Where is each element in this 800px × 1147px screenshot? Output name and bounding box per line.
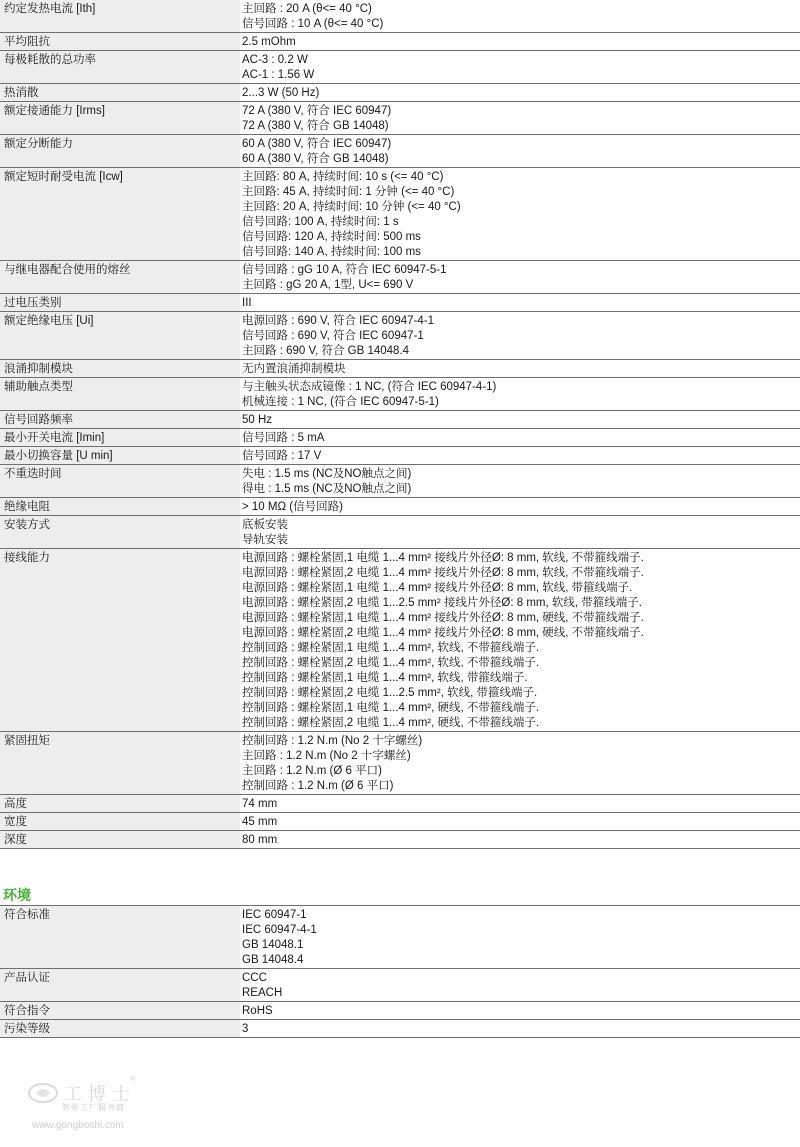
value-line: 45 mm bbox=[242, 816, 278, 828]
value-line: 控制回路 : 螺栓紧固,2 电缆 1...4 mm², 软线, 不带箍线端子. bbox=[242, 657, 540, 669]
table-row bbox=[0, 312, 800, 360]
value-line: IEC 60947-4-1 bbox=[242, 924, 317, 936]
watermark-tagline: 智能工厂服务商 bbox=[62, 1103, 125, 1112]
row-label: 安装方式 bbox=[0, 516, 240, 548]
row-value bbox=[240, 795, 800, 812]
value-line: 失电 : 1.5 ms (NC及NO触点之间) bbox=[242, 468, 412, 480]
row-label: 额定短时耐受电流 [Icw] bbox=[0, 168, 240, 260]
value-line: GB 14048.1 bbox=[242, 939, 304, 951]
value-line: 底板安装 bbox=[242, 519, 288, 531]
row-value bbox=[240, 51, 800, 83]
row-label: 辅助触点类型 bbox=[0, 378, 240, 410]
row-value bbox=[240, 294, 800, 311]
table-row bbox=[0, 429, 800, 447]
value-line: RoHS bbox=[242, 1005, 273, 1017]
row-label: 符合标准 bbox=[0, 906, 240, 968]
value-line: 主回路 : 1.2 N.m (Ø 6 平口) bbox=[242, 765, 382, 777]
row-label: 热消散 bbox=[0, 84, 240, 101]
row-label: 最小切换容量 [U min] bbox=[0, 447, 240, 464]
row-label: 产品认证 bbox=[0, 969, 240, 1001]
value-line: 主回路 : gG 20 A, 1型, U<= 690 V bbox=[242, 279, 414, 291]
table-row bbox=[0, 51, 800, 84]
value-line: 控制回路 : 螺栓紧固,2 电缆 1...4 mm², 硬线, 不带箍线端子. bbox=[242, 717, 540, 729]
row-label: 最小开关电流 [Imin] bbox=[0, 429, 240, 446]
table-row bbox=[0, 1002, 800, 1020]
table-row bbox=[0, 168, 800, 261]
value-line: GB 14048.4 bbox=[242, 954, 304, 966]
row-label: 紧固扭矩 bbox=[0, 732, 240, 794]
value-line: 导轨安装 bbox=[242, 534, 288, 546]
table-row bbox=[0, 795, 800, 813]
value-line: 信号回路: 140 A, 持续时间: 100 ms bbox=[242, 246, 421, 258]
watermark-url: www.gongboshi.com bbox=[32, 1120, 124, 1131]
value-line: 3 bbox=[242, 1023, 249, 1035]
value-line: 主回路 : 690 V, 符合 GB 14048.4 bbox=[242, 345, 410, 357]
value-line: 控制回路 : 螺栓紧固,1 电缆 1...4 mm², 软线, 不带箍线端子. bbox=[242, 642, 540, 654]
value-line: III bbox=[242, 297, 252, 309]
row-value bbox=[240, 969, 800, 1001]
value-line: 80 mm bbox=[242, 834, 278, 846]
value-line: 电源回路 : 螺栓紧固,2 电缆 1...2.5 mm² 接线片外径Ø: 8 mm, 软线, 带箍线端子. bbox=[242, 597, 642, 609]
row-label: 宽度 bbox=[0, 813, 240, 830]
row-value bbox=[240, 1020, 800, 1037]
value-line: 50 Hz bbox=[242, 414, 273, 426]
value-line: 主回路: 80 A, 持续时间: 10 s (<= 40 °C) bbox=[242, 171, 444, 183]
value-line: 信号回路 : 10 A (θ<= 40 °C) bbox=[242, 18, 384, 30]
value-line: 电源回路 : 690 V, 符合 IEC 60947-4-1 bbox=[242, 315, 434, 327]
row-value bbox=[240, 732, 800, 794]
watermark-logo-icon bbox=[28, 1082, 58, 1104]
value-line: AC-3 : 0.2 W bbox=[242, 54, 308, 66]
row-label: 额定分断能力 bbox=[0, 135, 240, 167]
value-line: 电源回路 : 螺栓紧固,1 电缆 1...4 mm² 接线片外径Ø: 8 mm, 硬线, 不带箍线端子. bbox=[242, 612, 644, 624]
section-title-environment: 环境 bbox=[3, 887, 31, 903]
value-line: 主回路 : 20 A (θ<= 40 °C) bbox=[242, 3, 372, 15]
value-line: 控制回路 : 螺栓紧固,1 电缆 1...4 mm², 硬线, 不带箍线端子. bbox=[242, 702, 540, 714]
row-label: 深度 bbox=[0, 831, 240, 848]
row-value bbox=[240, 498, 800, 515]
value-line: 信号回路: 100 A, 持续时间: 1 s bbox=[242, 216, 399, 228]
row-label: 信号回路频率 bbox=[0, 411, 240, 428]
value-line: 电源回路 : 螺栓紧固,2 电缆 1...4 mm² 接线片外径Ø: 8 mm, 软线, 不带箍线端子. bbox=[242, 567, 644, 579]
row-label: 高度 bbox=[0, 795, 240, 812]
table-row bbox=[0, 294, 800, 312]
table-row bbox=[0, 465, 800, 498]
row-value bbox=[240, 261, 800, 293]
row-value bbox=[240, 831, 800, 848]
value-line: 机械连接 : 1 NC, (符合 IEC 60947-5-1) bbox=[242, 396, 439, 408]
row-value bbox=[240, 102, 800, 134]
table-row bbox=[0, 360, 800, 378]
value-line: 2.5 mOhm bbox=[242, 36, 296, 48]
value-line: 信号回路: 120 A, 持续时间: 500 ms bbox=[242, 231, 421, 243]
row-label: 浪涌抑制模块 bbox=[0, 360, 240, 377]
table-row bbox=[0, 102, 800, 135]
table-row bbox=[0, 906, 800, 969]
row-label: 与继电器配合使用的熔丝 bbox=[0, 261, 240, 293]
value-line: 电源回路 : 螺栓紧固,2 电缆 1...4 mm² 接线片外径Ø: 8 mm, 硬线, 不带箍线端子. bbox=[242, 627, 644, 639]
value-line: 72 A (380 V, 符合 IEC 60947) bbox=[242, 105, 392, 117]
value-line: REACH bbox=[242, 987, 283, 999]
value-line: 72 A (380 V, 符合 GB 14048) bbox=[242, 120, 389, 132]
row-label: 每极耗散的总功率 bbox=[0, 51, 240, 83]
row-value bbox=[240, 411, 800, 428]
value-line: > 10 MΩ (信号回路) bbox=[242, 501, 343, 513]
row-value bbox=[240, 429, 800, 446]
value-line: 控制回路 : 1.2 N.m (Ø 6 平口) bbox=[242, 780, 394, 792]
value-line: 60 A (380 V, 符合 IEC 60947) bbox=[242, 138, 392, 150]
row-value bbox=[240, 465, 800, 497]
row-value bbox=[240, 447, 800, 464]
value-line: 电源回路 : 螺栓紧固,1 电缆 1...4 mm² 接线片外径Ø: 8 mm, 软线, 不带箍线端子. bbox=[242, 552, 644, 564]
table-row bbox=[0, 84, 800, 102]
row-label: 过电压类别 bbox=[0, 294, 240, 311]
value-line: 74 mm bbox=[242, 798, 278, 810]
row-value bbox=[240, 135, 800, 167]
row-value bbox=[240, 516, 800, 548]
value-line: 信号回路 : 17 V bbox=[242, 450, 322, 462]
table-row bbox=[0, 411, 800, 429]
value-line: 控制回路 : 螺栓紧固,2 电缆 1...2.5 mm², 软线, 带箍线端子. bbox=[242, 687, 538, 699]
row-value bbox=[240, 813, 800, 830]
table-row bbox=[0, 135, 800, 168]
table-row bbox=[0, 261, 800, 294]
table-row bbox=[0, 0, 800, 33]
row-value bbox=[240, 378, 800, 410]
row-label: 绝缘电阻 bbox=[0, 498, 240, 515]
value-line: 60 A (380 V, 符合 GB 14048) bbox=[242, 153, 389, 165]
row-label: 平均阻抗 bbox=[0, 33, 240, 50]
value-line: 控制回路 : 1.2 N.m (No 2 十字螺丝) bbox=[242, 735, 423, 747]
row-value bbox=[240, 33, 800, 50]
value-line: 电源回路 : 螺栓紧固,1 电缆 1...4 mm² 接线片外径Ø: 8 mm, 软线, 带箍线端子. bbox=[242, 582, 633, 594]
value-line: AC-1 : 1.56 W bbox=[242, 69, 315, 81]
value-line: 与主触头状态成镜像 : 1 NC, (符合 IEC 60947-4-1) bbox=[242, 381, 497, 393]
row-label: 额定接通能力 [Irms] bbox=[0, 102, 240, 134]
value-line: 主回路: 20 A, 持续时间: 10 分钟 (<= 40 °C) bbox=[242, 201, 461, 213]
environment-table bbox=[0, 906, 800, 1038]
table-row bbox=[0, 447, 800, 465]
row-label: 约定发热电流 [Ith] bbox=[0, 0, 240, 32]
value-line: 得电 : 1.5 ms (NC及NO触点之间) bbox=[242, 483, 412, 495]
value-line: CCC bbox=[242, 972, 267, 984]
watermark-brand: 工博士 bbox=[64, 1084, 136, 1105]
value-line: 信号回路 : 690 V, 符合 IEC 60947-1 bbox=[242, 330, 424, 342]
watermark-registered-mark: ® bbox=[130, 1076, 136, 1083]
row-value bbox=[240, 312, 800, 359]
value-line: 控制回路 : 螺栓紧固,1 电缆 1...4 mm², 软线, 带箍线端子. bbox=[242, 672, 528, 684]
table-row bbox=[0, 378, 800, 411]
row-value bbox=[240, 1002, 800, 1019]
row-label: 不重迭时间 bbox=[0, 465, 240, 497]
environment-section bbox=[0, 885, 800, 1038]
value-line: IEC 60947-1 bbox=[242, 909, 307, 921]
table-row bbox=[0, 33, 800, 51]
row-value bbox=[240, 906, 800, 968]
row-label: 接线能力 bbox=[0, 549, 240, 731]
table-row bbox=[0, 732, 800, 795]
table-row bbox=[0, 549, 800, 732]
row-label: 符合指令 bbox=[0, 1002, 240, 1019]
table-row bbox=[0, 969, 800, 1002]
table-row bbox=[0, 831, 800, 849]
row-value bbox=[240, 360, 800, 377]
row-label: 污染等级 bbox=[0, 1020, 240, 1037]
watermark bbox=[28, 1076, 158, 1140]
value-line: 无内置浪涌抑制模块 bbox=[242, 363, 346, 375]
table-row bbox=[0, 813, 800, 831]
value-line: 主回路: 45 A, 持续时间: 1 分钟 (<= 40 °C) bbox=[242, 186, 455, 198]
value-line: 信号回路 : 5 mA bbox=[242, 432, 325, 444]
value-line: 信号回路 : gG 10 A, 符合 IEC 60947-5-1 bbox=[242, 264, 447, 276]
table-row bbox=[0, 516, 800, 549]
table-row bbox=[0, 498, 800, 516]
table-row bbox=[0, 1020, 800, 1038]
value-line: 主回路 : 1.2 N.m (No 2 十字螺丝) bbox=[242, 750, 411, 762]
row-value bbox=[240, 549, 800, 731]
row-label: 额定绝缘电压 [Ui] bbox=[0, 312, 240, 359]
row-value bbox=[240, 168, 800, 260]
row-value bbox=[240, 84, 800, 101]
value-line: 2...3 W (50 Hz) bbox=[242, 87, 320, 99]
row-value bbox=[240, 0, 800, 32]
